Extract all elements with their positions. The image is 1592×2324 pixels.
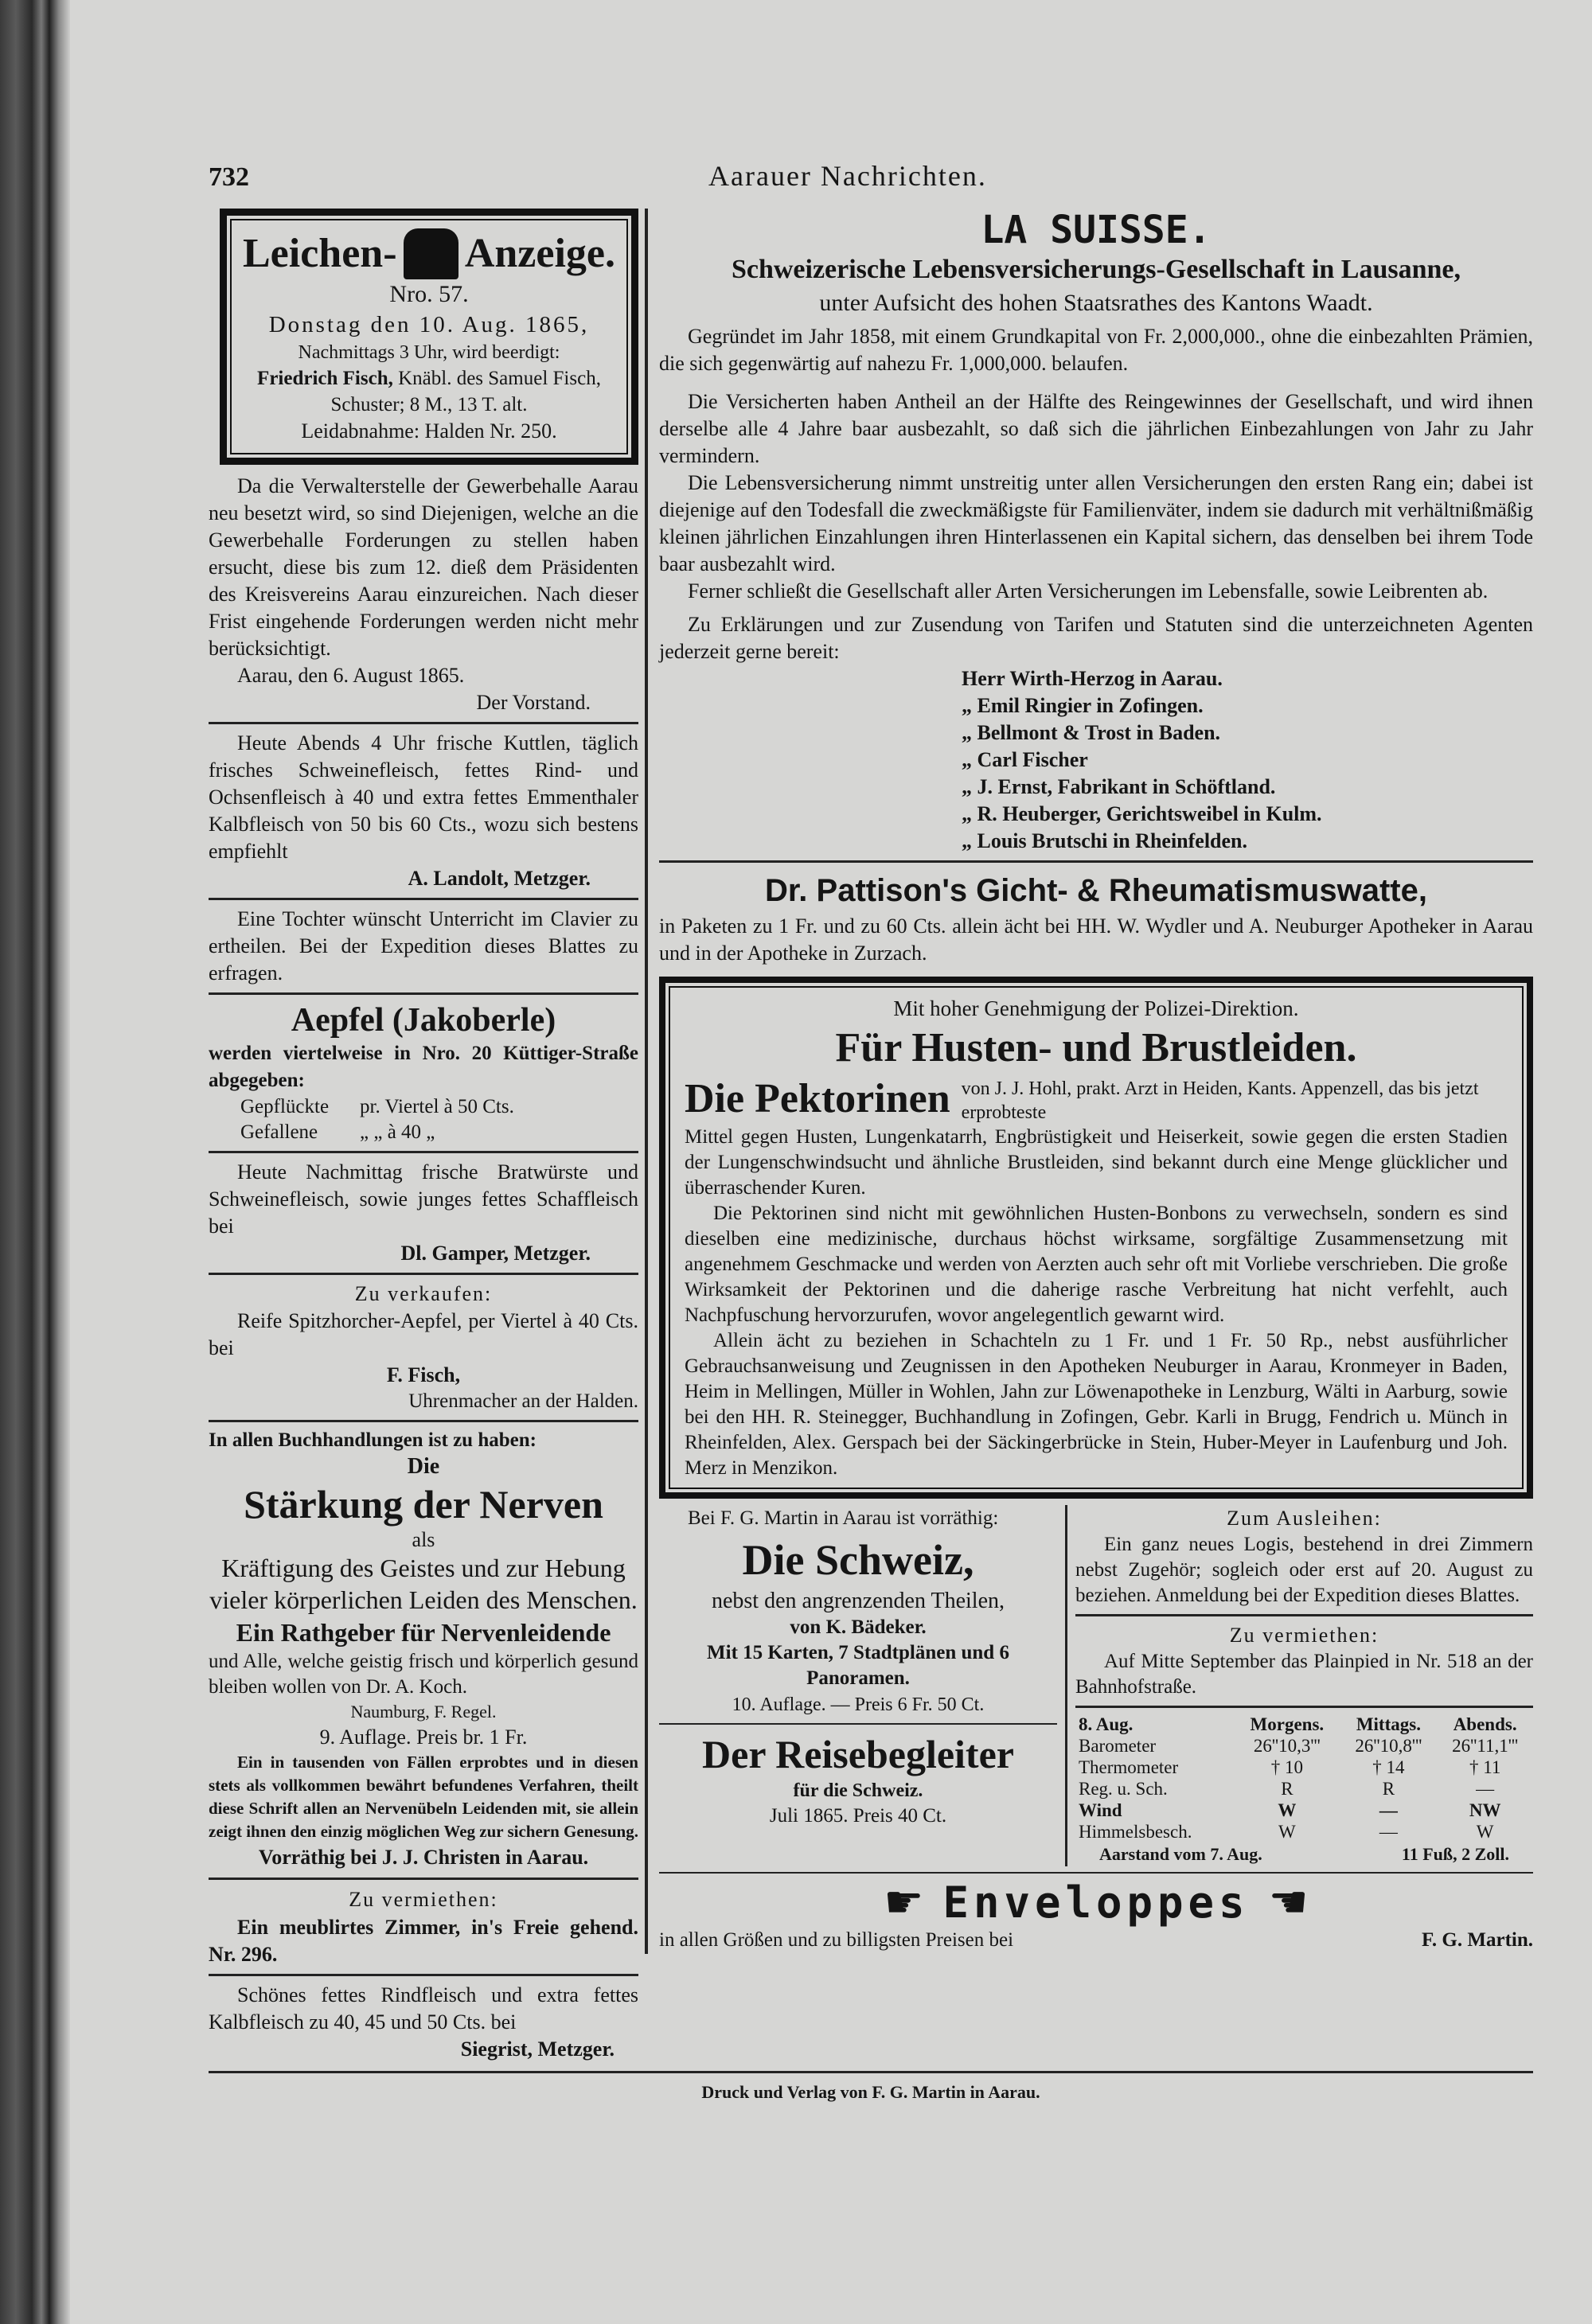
ad-paragraph: Die Versicherten haben Antheil an der Hälfte des Reingewinnes der Gesellschaft, und wird ihnen derselbe alle 4 Jahre baar ausbezahlt, so daß sich die jährlichen Einbezahlungen von Jahr zu Jahr vermindern. — [659, 390, 1533, 467]
pointing-hand-right-icon: ☛ — [884, 1878, 924, 1928]
ad-text: als — [412, 1528, 435, 1551]
stockist: Vorräthig bei J. J. Christen in Aarau. — [258, 1846, 589, 1869]
ad-paragraph: Mittel gegen Husten, Lungenkatarrh, Engbrüstigkeit und Heiserkeit, sowie gegen die ersten Stadien der Lungenschwindsucht und ähnliche Brustleiden, sind bekannt durch eine Menge glücklicher und überraschender Kuren. — [685, 1126, 1508, 1199]
book-title: Der Reisebegleiter — [702, 1732, 1014, 1776]
cell: 26''11,1''' — [1452, 1736, 1519, 1756]
book-author: von K. Bädeker. — [790, 1616, 927, 1638]
publisher: Naumburg, F. Regel. — [350, 1702, 497, 1722]
product-name: Die Pektorinen — [685, 1076, 950, 1121]
book-title: Stärkung der Nerven — [244, 1482, 603, 1527]
ad-paragraph: Ferner schließt die Gesellschaft aller Arten Versicherungen im Lebensfalle, sowie Leibrenten ab. — [688, 579, 1489, 602]
row-label: Wind — [1079, 1800, 1122, 1820]
verkaufen-ad — [209, 1281, 638, 1414]
divider — [209, 722, 638, 724]
notice-text: Da die Verwalterstelle der Gewerbehalle Aarau neu besetzt wird, so sind Diejenigen, welche an die Gewerbehalle Forderungen zu stellen haben ersucht, diese bis zum 12. dieß dem Präsidenten des Kreisvereins Aarau einzureichen. Nach dieser Frist eingehende Forderungen werden nicht mehr berücksichtigt. — [209, 474, 638, 660]
ad-paragraph: Allein ächt zu beziehen in Schachteln zu 1 Fr. und 1 Fr. 50 Rp., nebst ausführlicher Gebrauchsanweisung und Zeugnissen in den Apotheken Neuburger in Aarau, Kronmeyer in Baden, Heim in Mellingen, Müller in Wohlen, Jahn zur Löwenapotheke in Lenzburg, Wälti in Aarburg, sowie bei den HH. R. Steinegger, Buchhandlung in Zofingen, Gebr. Karli in Brugg, Fendrich u. Münch in Rheinfelden, Alex. Gerspach bei der Säckingerbrücke in Stein, Huber-Meyer in Laufenburg und Joh. Merz in Menzikon. — [685, 1330, 1508, 1479]
ad-text: werden viertelweise in Nro. 20 Küttiger-Straße abgegeben: — [209, 1043, 638, 1091]
lower-ads — [659, 1505, 1533, 1866]
notice-date: Aarau, den 6. August 1865. — [237, 664, 465, 687]
weather-row — [1075, 1757, 1533, 1778]
edition-price: 10. Auflage. — Preis 6 Fr. 50 Ct. — [732, 1694, 985, 1715]
price-value: „ „ à 40 „ — [360, 1121, 435, 1143]
edition-price: Juli 1865. Preis 40 Ct. — [769, 1805, 947, 1827]
page-number: 732 — [209, 162, 249, 192]
divider — [659, 860, 1533, 863]
book-contents: Mit 15 Karten, 7 Stadtplänen und 6 Panoramen. — [707, 1642, 1009, 1689]
ad-text: in allen Größen und zu billigsten Preisen bei — [659, 1929, 1014, 1951]
cell: — — [1379, 1822, 1398, 1842]
obituary-title-right: Anzeige. — [464, 231, 615, 276]
newspaper-title: Aarauer Nachrichten. — [708, 160, 987, 192]
pattison-ad — [659, 868, 1533, 967]
agent: „ Carl Fischer — [962, 748, 1088, 771]
column-header: Abends. — [1453, 1714, 1517, 1734]
divider — [209, 1420, 638, 1422]
ad-title: Für Husten- und Brustleiden. — [835, 1025, 1357, 1070]
ad-text: Die — [407, 1454, 440, 1479]
divider — [1075, 1706, 1533, 1708]
gewerbehalle-notice — [209, 473, 638, 716]
divider — [209, 2071, 1533, 2073]
price-label: Gepflückte — [240, 1096, 330, 1117]
vendor-name: F. G. Martin. — [1421, 1929, 1533, 1951]
pektorinen-ad — [659, 977, 1533, 1499]
agent: „ R. Heuberger, Gerichtsweibel in Kulm. — [962, 802, 1322, 825]
weather-date: 8. Aug. — [1079, 1714, 1134, 1734]
la-suisse-ad — [659, 209, 1533, 855]
divider — [209, 992, 638, 995]
weather-row — [1075, 1778, 1533, 1800]
zimmer-ad — [209, 1885, 638, 1968]
ad-title: Zu verkaufen: — [354, 1282, 493, 1305]
schweiz-book-ad — [659, 1505, 1065, 1866]
page-header — [209, 159, 1533, 209]
seller-occupation: Uhrenmacher an der Halden. — [408, 1390, 638, 1412]
weather-header-row — [1075, 1714, 1533, 1735]
divider — [209, 1878, 638, 1880]
ad-text: Auf Mitte September das Plainpied in Nr. 518 an der Bahnhofstraße. — [1075, 1651, 1533, 1698]
ad-title: LA SUISSE. — [981, 208, 1212, 252]
book-ad — [209, 1428, 638, 1872]
book-heading: Ein Rathgeber für Nervenleidende — [236, 1618, 611, 1647]
book-binding — [0, 0, 70, 2324]
agents-list — [659, 665, 1533, 855]
divider — [659, 1872, 1533, 1874]
obituary-time: Nachmittags 3 Uhr, wird beerdigt: — [298, 342, 560, 363]
ad-title: Enveloppes — [942, 1878, 1250, 1928]
book-subtitle: Kräftigung des Geistes und zur Hebung vieler körperlichen Leiden des Menschen. — [209, 1554, 638, 1614]
weather-row — [1075, 1821, 1533, 1842]
weather-row — [1075, 1800, 1533, 1821]
row-label: Reg. u. Sch. — [1079, 1779, 1168, 1799]
book-subtitle: für die Schweiz. — [793, 1780, 923, 1801]
weather-table — [1075, 1714, 1533, 1866]
ad-signature: Siegrist, Metzger. — [460, 2037, 615, 2061]
price-value: pr. Viertel à 50 Cts. — [360, 1096, 514, 1117]
product-intro: von J. J. Hohl, prakt. Arzt in Heiden, Kants. Appenzell, das bis jetzt erprobteste — [961, 1078, 1479, 1123]
obituary-number: Nro. 57. — [389, 281, 469, 307]
ad-text: und Alle, welche geistig frisch und körperlich gesund bleiben wollen von Dr. A. Koch. — [209, 1651, 638, 1698]
gamper-ad — [209, 1159, 638, 1267]
cell: † 10 — [1270, 1757, 1303, 1777]
divider — [209, 898, 638, 900]
cell: † 14 — [1372, 1757, 1405, 1777]
ad-text: Ein meublirtes Zimmer, in's Freie gehend. Nr. 296. — [209, 1916, 638, 1966]
divider — [209, 1151, 638, 1153]
ad-title: Zum Ausleihen: — [1227, 1507, 1382, 1530]
divider — [659, 1723, 1057, 1725]
ad-title: Dr. Pattison's Gicht- & Rheumatismuswatte, — [765, 873, 1427, 908]
ad-intro: In allen Buchhandlungen ist zu haben: — [209, 1429, 537, 1451]
ad-title: Zu vermiethen: — [1229, 1624, 1379, 1647]
river-level-label: Aarstand vom 7. Aug. — [1099, 1844, 1262, 1864]
ad-paragraph: Die Lebensversicherung nimmt unstreitig unter allen Versicherungen den ersten Rang ein; dabei ist diejenige auf den Todesfall die zweckmäßigste für Familienväter, indem sie dadurch mit verhältnißmäßig kleinen jährlichen Einzahlungen ihren Hinterlassenen ein Kapital sichern, das denselben bei ihrem Tode baar ausbezahlt wird. — [659, 471, 1533, 575]
agent: „ Emil Ringier in Zofingen. — [962, 694, 1204, 717]
cell: R — [1382, 1779, 1395, 1799]
imprint: Druck und Verlag von F. G. Martin in Aarau. — [701, 2082, 1040, 2102]
company-name: Schweizerische Lebensversicherungs-Gesellschaft in Lausanne, — [731, 255, 1461, 284]
cell: — — [1476, 1779, 1495, 1799]
river-level-value: 11 Fuß, 2 Zoll. — [1401, 1844, 1509, 1864]
ad-intro: Bei F. G. Martin in Aarau ist vorräthig: — [688, 1507, 999, 1529]
ad-signature: Dl. Gamper, Metzger. — [400, 1242, 591, 1265]
obituary-notice — [220, 209, 638, 465]
deceased-name: Friedrich Fisch, — [257, 368, 393, 389]
landolt-ad — [209, 730, 638, 892]
cell: W — [1278, 1822, 1296, 1842]
column-header: Morgens. — [1250, 1714, 1325, 1734]
agent: „ Louis Brutschi in Rheinfelden. — [962, 829, 1248, 852]
row-label: Thermometer — [1079, 1757, 1179, 1777]
book-blurb: Ein in tausenden von Fällen erprobtes und in diesen stets als vollkommen bewährt befundenes Verfahren, theilt diese Schrift allen an Nervenübeln Leidenden mit, sie allein zeigt ihnen den einzig möglichen Weg zur sichern Genesung. — [209, 1753, 638, 1841]
agent: „ Bellmont & Trost in Baden. — [962, 721, 1221, 744]
notice-signature: Der Vorstand. — [476, 691, 591, 714]
ad-paragraph: Gegründet im Jahr 1858, mit einem Grundkapital von Fr. 2,000,000., ohne die einbezahlten Prämien, die sich gegenwärtig auf nahezu Fr. 1,000,000. belaufen. — [659, 325, 1533, 375]
aepfel-ad — [209, 1000, 638, 1145]
divider — [1075, 1614, 1533, 1616]
cell: W — [1278, 1800, 1297, 1820]
ad-text: Schönes fettes Rindfleisch und extra fettes Kalbfleisch zu 40, 45 und 50 Cts. bei — [209, 1983, 638, 2034]
cell: 26''10,8''' — [1355, 1736, 1422, 1756]
right-subcolumn — [1065, 1505, 1533, 1866]
book-title: Die Schweiz, — [742, 1536, 974, 1584]
ad-text: Reife Spitzhorcher-Aepfel, per Viertel à 40 Cts. bei — [209, 1309, 638, 1359]
divider — [209, 1974, 638, 1976]
cell: — — [1379, 1800, 1398, 1820]
book-subtitle: nebst den angrenzenden Theilen, — [711, 1589, 1005, 1613]
newspaper-page — [209, 159, 1533, 2105]
weather-row — [1075, 1735, 1533, 1757]
seller-name: F. Fisch, — [386, 1363, 461, 1386]
obituary-details: Knäbl. des Samuel Fisch, Schuster; 8 M., 13 T. alt. — [330, 368, 601, 415]
permit-line: Mit hoher Genehmigung der Polizei-Direktion. — [893, 996, 1299, 1020]
row-label: Himmelsbesch. — [1079, 1822, 1192, 1842]
agent: „ J. Ernst, Fabrikant in Schöftland. — [962, 775, 1276, 798]
cell: W — [1476, 1822, 1494, 1842]
ad-paragraph: Zu Erklärungen und zur Zusendung von Tarifen und Statuten sind die unterzeichneten Agenten jederzeit gerne bereit: — [659, 613, 1533, 663]
left-column — [209, 209, 645, 2063]
obituary-date: Donstag den 10. Aug. 1865, — [268, 312, 590, 337]
cell: † 11 — [1469, 1757, 1501, 1777]
ad-text: Heute Abends 4 Uhr frische Kuttlen, täglich frisches Schweinefleisch, fettes Rind- und Ochsenfleisch à 40 und extra fettes Emmenthaler Kalbfleisch von 50 bis 60 Cts., wozu sich bestens empfiehlt — [209, 731, 638, 863]
agent: Herr Wirth-Herzog in Aarau. — [962, 667, 1223, 690]
cell: NW — [1469, 1800, 1501, 1820]
ad-text: Heute Nachmittag frische Bratwürste und Schweinefleisch, sowie junges fettes Schaffleisch bei — [209, 1160, 638, 1238]
divider — [209, 1273, 638, 1275]
cell: 26''10,3''' — [1253, 1736, 1321, 1756]
obituary-title-left: Leichen- — [243, 231, 397, 276]
ad-text: in Paketen zu 1 Fr. und zu 60 Cts. allein ächt bei HH. W. Wydler und A. Neuburger Apotheker in Aarau und in der Apotheke in Zurzach. — [659, 914, 1533, 965]
price-label: Gefallene — [240, 1121, 318, 1143]
obituary-address: Leidabnahme: Halden Nr. 250. — [301, 419, 557, 443]
ad-text: Ein ganz neues Logis, bestehend in drei Zimmern nebst Zugehör; sogleich oder erst auf 20. August zu beziehen. Anmeldung bei der Expedition dieses Blattes. — [1075, 1534, 1533, 1606]
supervision: unter Aufsicht des hohen Staatsrathes des Kantons Waadt. — [819, 290, 1373, 316]
ausleihen-ad — [1075, 1505, 1533, 1608]
column-header: Mittags. — [1356, 1714, 1421, 1734]
ad-paragraph: Die Pektorinen sind nicht mit gewöhnlichen Husten-Bonbons zu verwechseln, sondern es sind dieselben eine medizinische, durchaus höchst wirksame, sorgfältige Zusammensetzung mit angenehmem Geschmacke und werden von Aerzten auch sehr oft mit Vorliebe verschrieben. Die große Wirksamkeit der Pektorinen und die daherige rasche Verbreitung hat nicht verfehlt, auch Nachpfuschung hervorzurufen, wovor angelegentlich gewarnt wird. — [685, 1203, 1508, 1326]
ad-text: Eine Tochter wünscht Unterricht im Clavier zu ertheilen. Bei der Expedition dieses Blattes zu erfragen. — [209, 907, 638, 985]
ad-title: Zu vermiethen: — [349, 1888, 498, 1911]
right-column — [645, 209, 1533, 1954]
ad-title: Aepfel (Jakoberle) — [291, 1002, 556, 1039]
pointing-hand-left-icon: ☚ — [1268, 1878, 1309, 1928]
cell: R — [1281, 1779, 1294, 1799]
tochter-ad — [209, 906, 638, 987]
siegrist-ad — [209, 1982, 638, 2063]
row-label: Barometer — [1079, 1736, 1157, 1756]
enveloppes-ad — [659, 1879, 1533, 1954]
plainpied-ad — [1075, 1622, 1533, 1700]
ad-signature: A. Landolt, Metzger. — [408, 867, 591, 890]
coffin-icon — [404, 228, 458, 279]
edition-price: 9. Auflage. Preis br. 1 Fr. — [319, 1725, 528, 1749]
